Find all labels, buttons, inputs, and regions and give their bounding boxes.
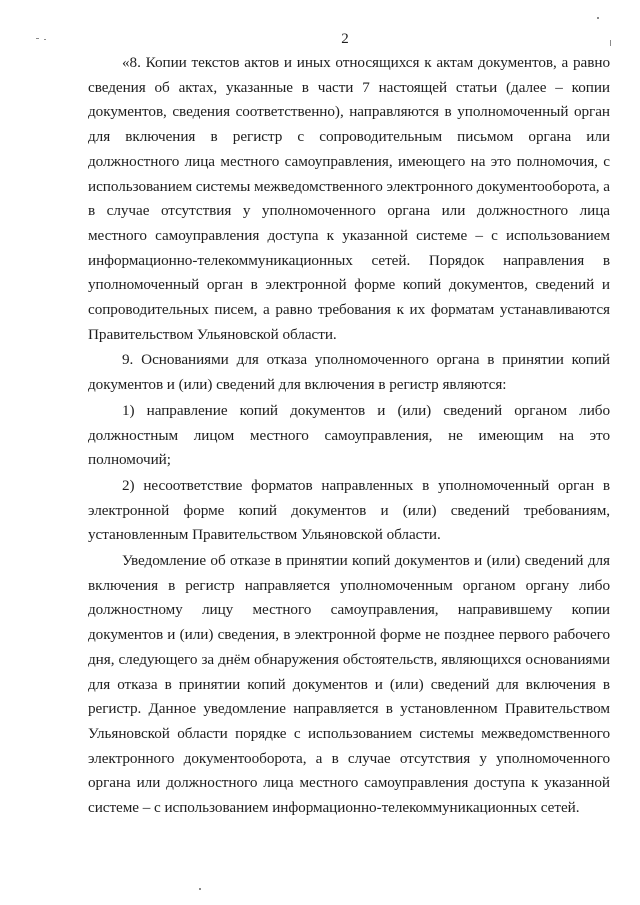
document-body — [88, 51, 610, 821]
scan-speck — [597, 17, 599, 19]
list-item-2: 2) несоответствие форматов направленных в уполномоченный орган в электронной форме копий документов и (или) сведений требованиям, установленным Правительством Ульяновской области. — [88, 476, 610, 544]
refusal-notice-paragraph: Уведомление об отказе в принятии копий документов и (или) сведений для включения в регистр направляется уполномоченным органом органу либо должностному лицу местного самоуправления, направившему копии документов и (или) сведения, в электронной форме не позднее первого рабочего дня, следующего за днём обнаружения обстоятельств, являющихся основаниями для отказа в принятии копий документов и (или) сведений для включения в регистр. Данное уведомление направляется в установленном Правительством Ульяновской области порядке с использованием системы межведомственного электронного документооборота, а в случае отсутствия у уполномоченного органа или должностного лица местного самоуправления доступа к указанной системе – с использованием информационно-телекоммуникационных сетей. — [88, 552, 610, 817]
scan-speck — [610, 40, 611, 46]
scan-speck — [36, 38, 39, 39]
paragraph-8: «8. Копии текстов актов и иных относящихся к актам документов, а равно сведения об актах, указанные в части 7 настоящей статьи (далее – копии документов, сведения соответственно), направляются в уполномоченный орган для включения в регистр с сопроводительным письмом органа или должностного лица местного самоуправления, имеющего на это полномочия, с использованием системы межведомственного электронного документооборота, а в случае отсутствия у уполномоченного органа или должностного лица местного самоуправления доступа к указанной системе – с использованием информационно-телекоммуникационных сетей. Порядок направления в уполномоченный орган в электронной форме копий документов, сведений и сопроводительных писем, а равно требования к их форматам устанавливаются Правительством Ульяновской области. — [88, 54, 610, 343]
scan-speck — [199, 888, 201, 890]
list-item-1: 1) направление копий документов и (или) сведений органом либо должностным лицом местного самоуправления, не имеющим на это полномочий; — [88, 401, 610, 469]
paragraph-9: 9. Основаниями для отказа уполномоченного органа в принятии копий документов и (или) сведений для включения в регистр являются: — [88, 351, 610, 394]
page-number: 2 — [341, 31, 349, 47]
scan-speck — [44, 39, 46, 40]
